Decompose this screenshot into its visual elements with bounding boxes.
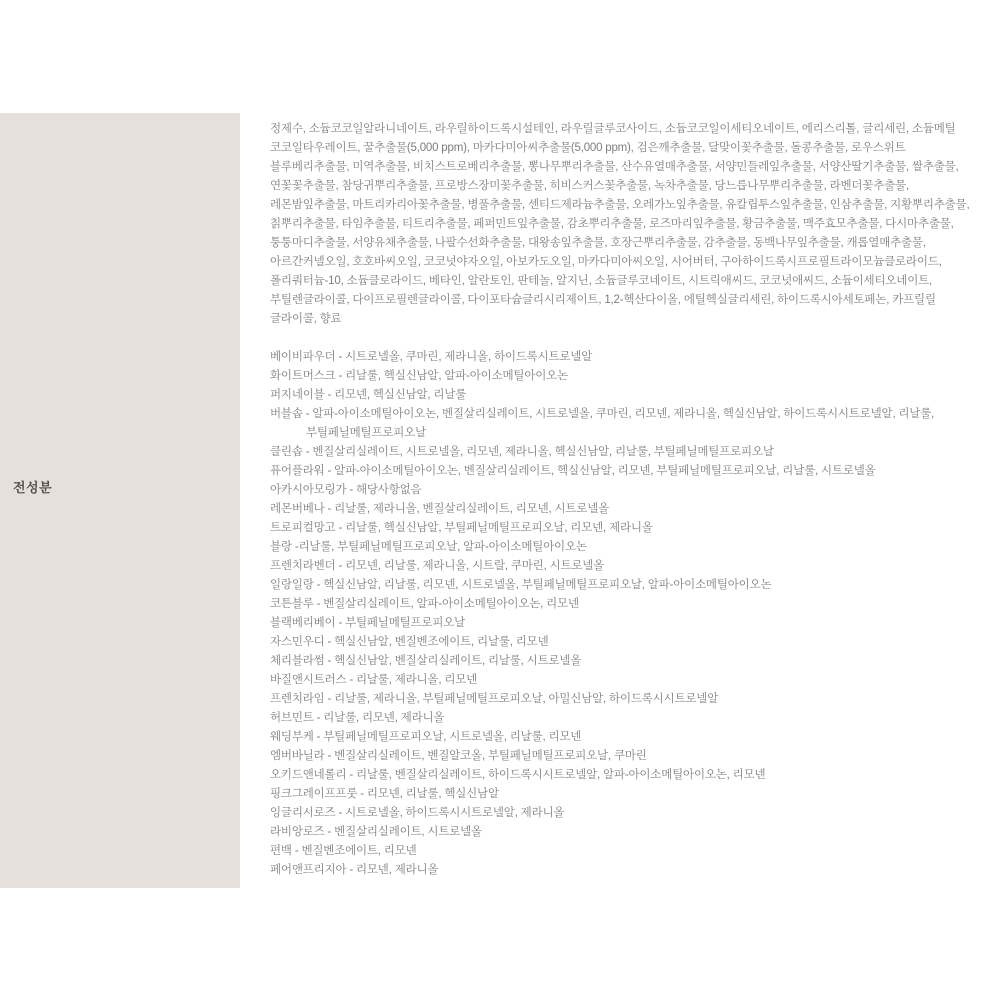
fragrance-line: 허브민트 - 리날룰, 리모넨, 제라니올 [270, 712, 445, 724]
fragrance-line: 오키드앤네롤리 - 리날룰, 벤질살리실레이트, 하이드록시시트로넬알, 알파-아이소메틸아이오논, 리모넨 [270, 769, 766, 781]
fragrance-line: 페어앤프리지아 - 리모넨, 제라니올 [270, 864, 439, 876]
fragrance-line: 레몬버베나 - 리날룰, 제라니올, 벤질살리실레이트, 리모넨, 시트로넬올 [270, 503, 610, 515]
ingredient-line: 부틸렌글라이콜, 다이프로필렌글라이콜, 다이포타슘글리시리제이트, 1,2-헥산다이올, 에틸헥실글리세린, 하이드록시아세토페논, 카프릴릴 [270, 294, 936, 306]
ingredients-content [270, 120, 984, 880]
ingredient-line: 연꽃꽃추출물, 참당귀뿌리추출물, 프로방스장미꽃추출물, 히비스커스꽃추출물, 녹차추출물, 당느릅나무뿌리추출물, 라벤더꽃추출물, [270, 180, 909, 192]
fragrance-line: 트로피컬망고 - 리날룰, 헥실신남알, 부틸페닐메틸프로피오날, 리모넨, 제라니올 [270, 522, 653, 534]
fragrance-line: 블랙베리베이 - 부틸페닐메틸프로피오날 [270, 617, 466, 629]
fragrance-line: 퍼지네이블 - 리모넨, 헥실신남알, 리날룰 [270, 389, 467, 401]
ingredient-line: 글라이콜, 향료 [270, 313, 342, 325]
ingredient-line: 정제수, 소듐코코일알라니네이트, 라우릴하이드록시설테인, 라우릴글루코사이드, 소듐코코일이세티오네이트, 에리스리톨, 글리세린, 소듐메틸 [270, 123, 956, 135]
fragrance-line: 프렌치라임 - 리날룰, 제라니올, 부틸페닐메틸프로피오날, 아밀신남알, 하이드록시시트로넬알 [270, 693, 719, 705]
fragrance-line: 바질앤시트러스 - 리날룰, 제라니올, 리모넨 [270, 674, 478, 686]
full-ingredient-list [270, 120, 984, 329]
fragrance-line: 일랑일랑 - 헥실신남알, 리날룰, 리모넨, 시트로넬올, 부틸페닐메틸프로피오날, 알파-아이소메틸아이오논 [270, 579, 772, 591]
fragrance-line: 라비앙로즈 - 벤질살리실레이트, 시트로넬올 [270, 826, 482, 838]
fragrance-line: 잉글리시로즈 - 시트로넬올, 하이드록시시트로넬알, 제라니올 [270, 807, 565, 819]
fragrance-line: 프렌치라벤더 - 리모넨, 리날룰, 제라니올, 시트랄, 쿠마린, 시트로넬올 [270, 560, 605, 572]
fragrance-line: 버블솝 - 알파-아이소메틸아이오논, 벤질살리실레이트, 시트로넬올, 쿠마린, 리모넨, 제라니올, 헥실신남알, 하이드록시시트로넬알, 리날룰, [270, 408, 935, 420]
fragrance-line: 블랑 -리날룰, 부틸페닐메틸프로피오날, 알파-아이소메틸아이오논 [270, 541, 587, 553]
ingredient-line: 아르간커넬오일, 호호바씨오일, 코코넛야자오일, 아보카도오일, 마카다미아씨오일, 시어버터, 구아하이드록시프로필트라이모늄클로라이드, [270, 256, 942, 268]
ingredient-line: 레몬밤잎추출물, 마트리카리아꽃추출물, 병풀추출물, 센티드제라늄추출물, 오레가노잎추출물, 유칼립투스잎추출물, 인삼추출물, 지황뿌리추출물, [270, 199, 970, 211]
ingredient-line: 폴리쿼터늄-10, 소듐클로라이드, 베타인, 알란토인, 판테놀, 알지닌, 소듐글루코네이트, 시트릭애씨드, 코코넛애씨드, 소듐이세티오네이트, [270, 275, 933, 287]
fragrance-allergen-list [270, 348, 984, 880]
fragrance-line: 핑크그레이프프룻 - 리모넨, 리날룰, 헥실신남알 [270, 788, 499, 800]
fragrance-line: 코튼블루 - 벤질살리실레이트, 알파-아이소메틸아이오논, 리모넨 [270, 598, 579, 610]
ingredients-section-panel [0, 113, 240, 888]
fragrance-line: 퓨어플라워 - 알파-아이소메틸아이오논, 벤질살리실레이트, 헥실신남알, 리모넨, 부틸페닐메틸프로피오날, 리날룰, 시트로넬올 [270, 465, 876, 477]
fragrance-line: 엠버바닐라 - 벤질살리실레이트, 벤질알코올, 부틸페닐메틸프로피오날, 쿠마린 [270, 750, 647, 762]
fragrance-line: 베이비파우더 - 시트로넬올, 쿠마린, 제라니올, 하이드록시트로넬알 [270, 351, 593, 363]
fragrance-line: 웨딩부케 - 부틸페닐메틸프로피오날, 시트로넬올, 리날룰, 리모넨 [270, 731, 582, 743]
section-label: 전성분 [13, 480, 53, 495]
fragrance-line: 아카시아모링가 - 해당사항없음 [270, 484, 422, 496]
ingredient-line: 블루베리추출물, 미역추출물, 비치스트로베리추출물, 뽕나무뿌리추출물, 산수유열매추출물, 서양민들레잎추출물, 서양산딸기추출물, 쌀추출물, [270, 161, 959, 173]
ingredient-line: 퉁퉁마디추출물, 서양유채추출물, 나팔수선화추출물, 대왕송잎추출물, 호장근뿌리추출물, 감추출물, 동백나무잎추출물, 캐롭열매추출물, [270, 237, 926, 249]
ingredient-line: 코코일타우레이트, 꿀추출물(5,000 ppm), 마카다미아씨추출물(5,000 ppm), 검은깨추출물, 달맞이꽃추출물, 돌콩추출물, 로우스위트 [270, 142, 906, 154]
fragrance-line: 클린솝 - 벤질살리실레이트, 시트로넬올, 리모넨, 제라니올, 헥실신남알, 리날룰, 부틸페닐메틸프로피오날 [270, 446, 774, 458]
fragrance-line: 부틸페닐메틸프로피오날 [306, 427, 426, 439]
fragrance-line: 편백 - 벤질벤조에이트, 리모넨 [270, 845, 417, 857]
fragrance-line: 자스민우디 - 헥실신남알, 벤질벤조에이트, 리날룰, 리모넨 [270, 636, 549, 648]
fragrance-line: 화이트머스크 - 리날룰, 헥실신남알, 알파-아이소메틸아이오논 [270, 370, 568, 382]
ingredient-line: 칡뿌리추출물, 타임추출물, 티트리추출물, 페퍼민트잎추출물, 감초뿌리추출물, 로즈마리잎추출물, 황금추출물, 맥주효모추출물, 다시마추출물, [270, 218, 954, 230]
fragrance-line: 체리블라썸 - 헥실신남알, 벤질살리실레이트, 리날룰, 시트로넬올 [270, 655, 582, 667]
